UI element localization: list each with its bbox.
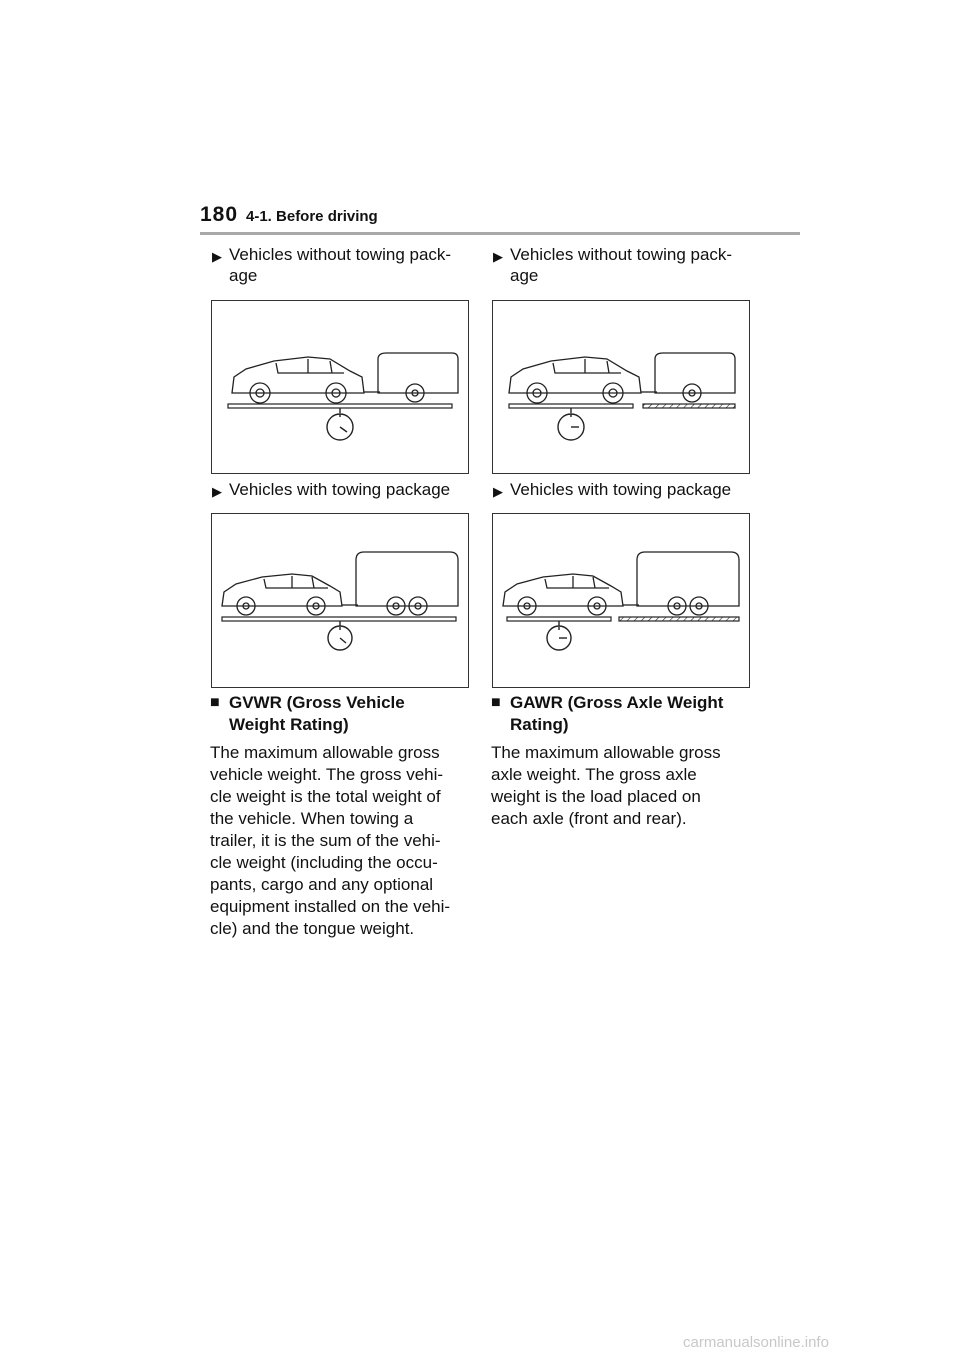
trailer-icon — [378, 353, 458, 402]
bullet-marker: ▶ — [212, 249, 222, 264]
scale-gauge-icon — [328, 621, 352, 650]
figure-gvwr-without-towing — [211, 300, 469, 474]
trailer-icon — [356, 552, 458, 615]
bullet-marker: ▶ — [493, 249, 503, 264]
figure-gvwr-with-towing — [211, 513, 469, 688]
section-title: 4-1. Before driving — [246, 208, 378, 225]
car-icon — [509, 357, 641, 403]
bullet-marker: ▶ — [212, 484, 222, 499]
heading-marker: ■ — [210, 694, 220, 711]
gawr-description: The maximum allowable gross axle weight. The gross axle weight is the load placed on each axle (front and rear). — [491, 743, 721, 828]
car-icon — [222, 574, 342, 615]
scale-gauge-icon — [327, 408, 353, 440]
figure-gawr-without-towing — [492, 300, 750, 474]
car-icon — [232, 357, 364, 403]
heading-marker: ■ — [491, 694, 501, 711]
trailer-icon — [655, 353, 735, 402]
figure-gawr-with-towing — [492, 513, 750, 688]
gvwr-description: The maximum allowable gross vehicle weight. The gross vehi- cle weight is the total weight of the vehicle. When towing a trailer, it is the sum of the vehi- cle weight (including the occu- pants, cargo and any optional equipment installed on the vehi- cle) and the tongue weight. — [210, 743, 451, 938]
trailer-icon — [637, 552, 739, 615]
header-rule — [200, 232, 800, 235]
page-number: 180 — [200, 203, 239, 226]
watermark: carmanualsonline.info — [683, 1334, 829, 1351]
scale-gauge-icon — [558, 408, 584, 440]
bullet-marker: ▶ — [493, 484, 503, 499]
car-icon — [503, 574, 623, 615]
scale-gauge-icon — [547, 621, 571, 650]
